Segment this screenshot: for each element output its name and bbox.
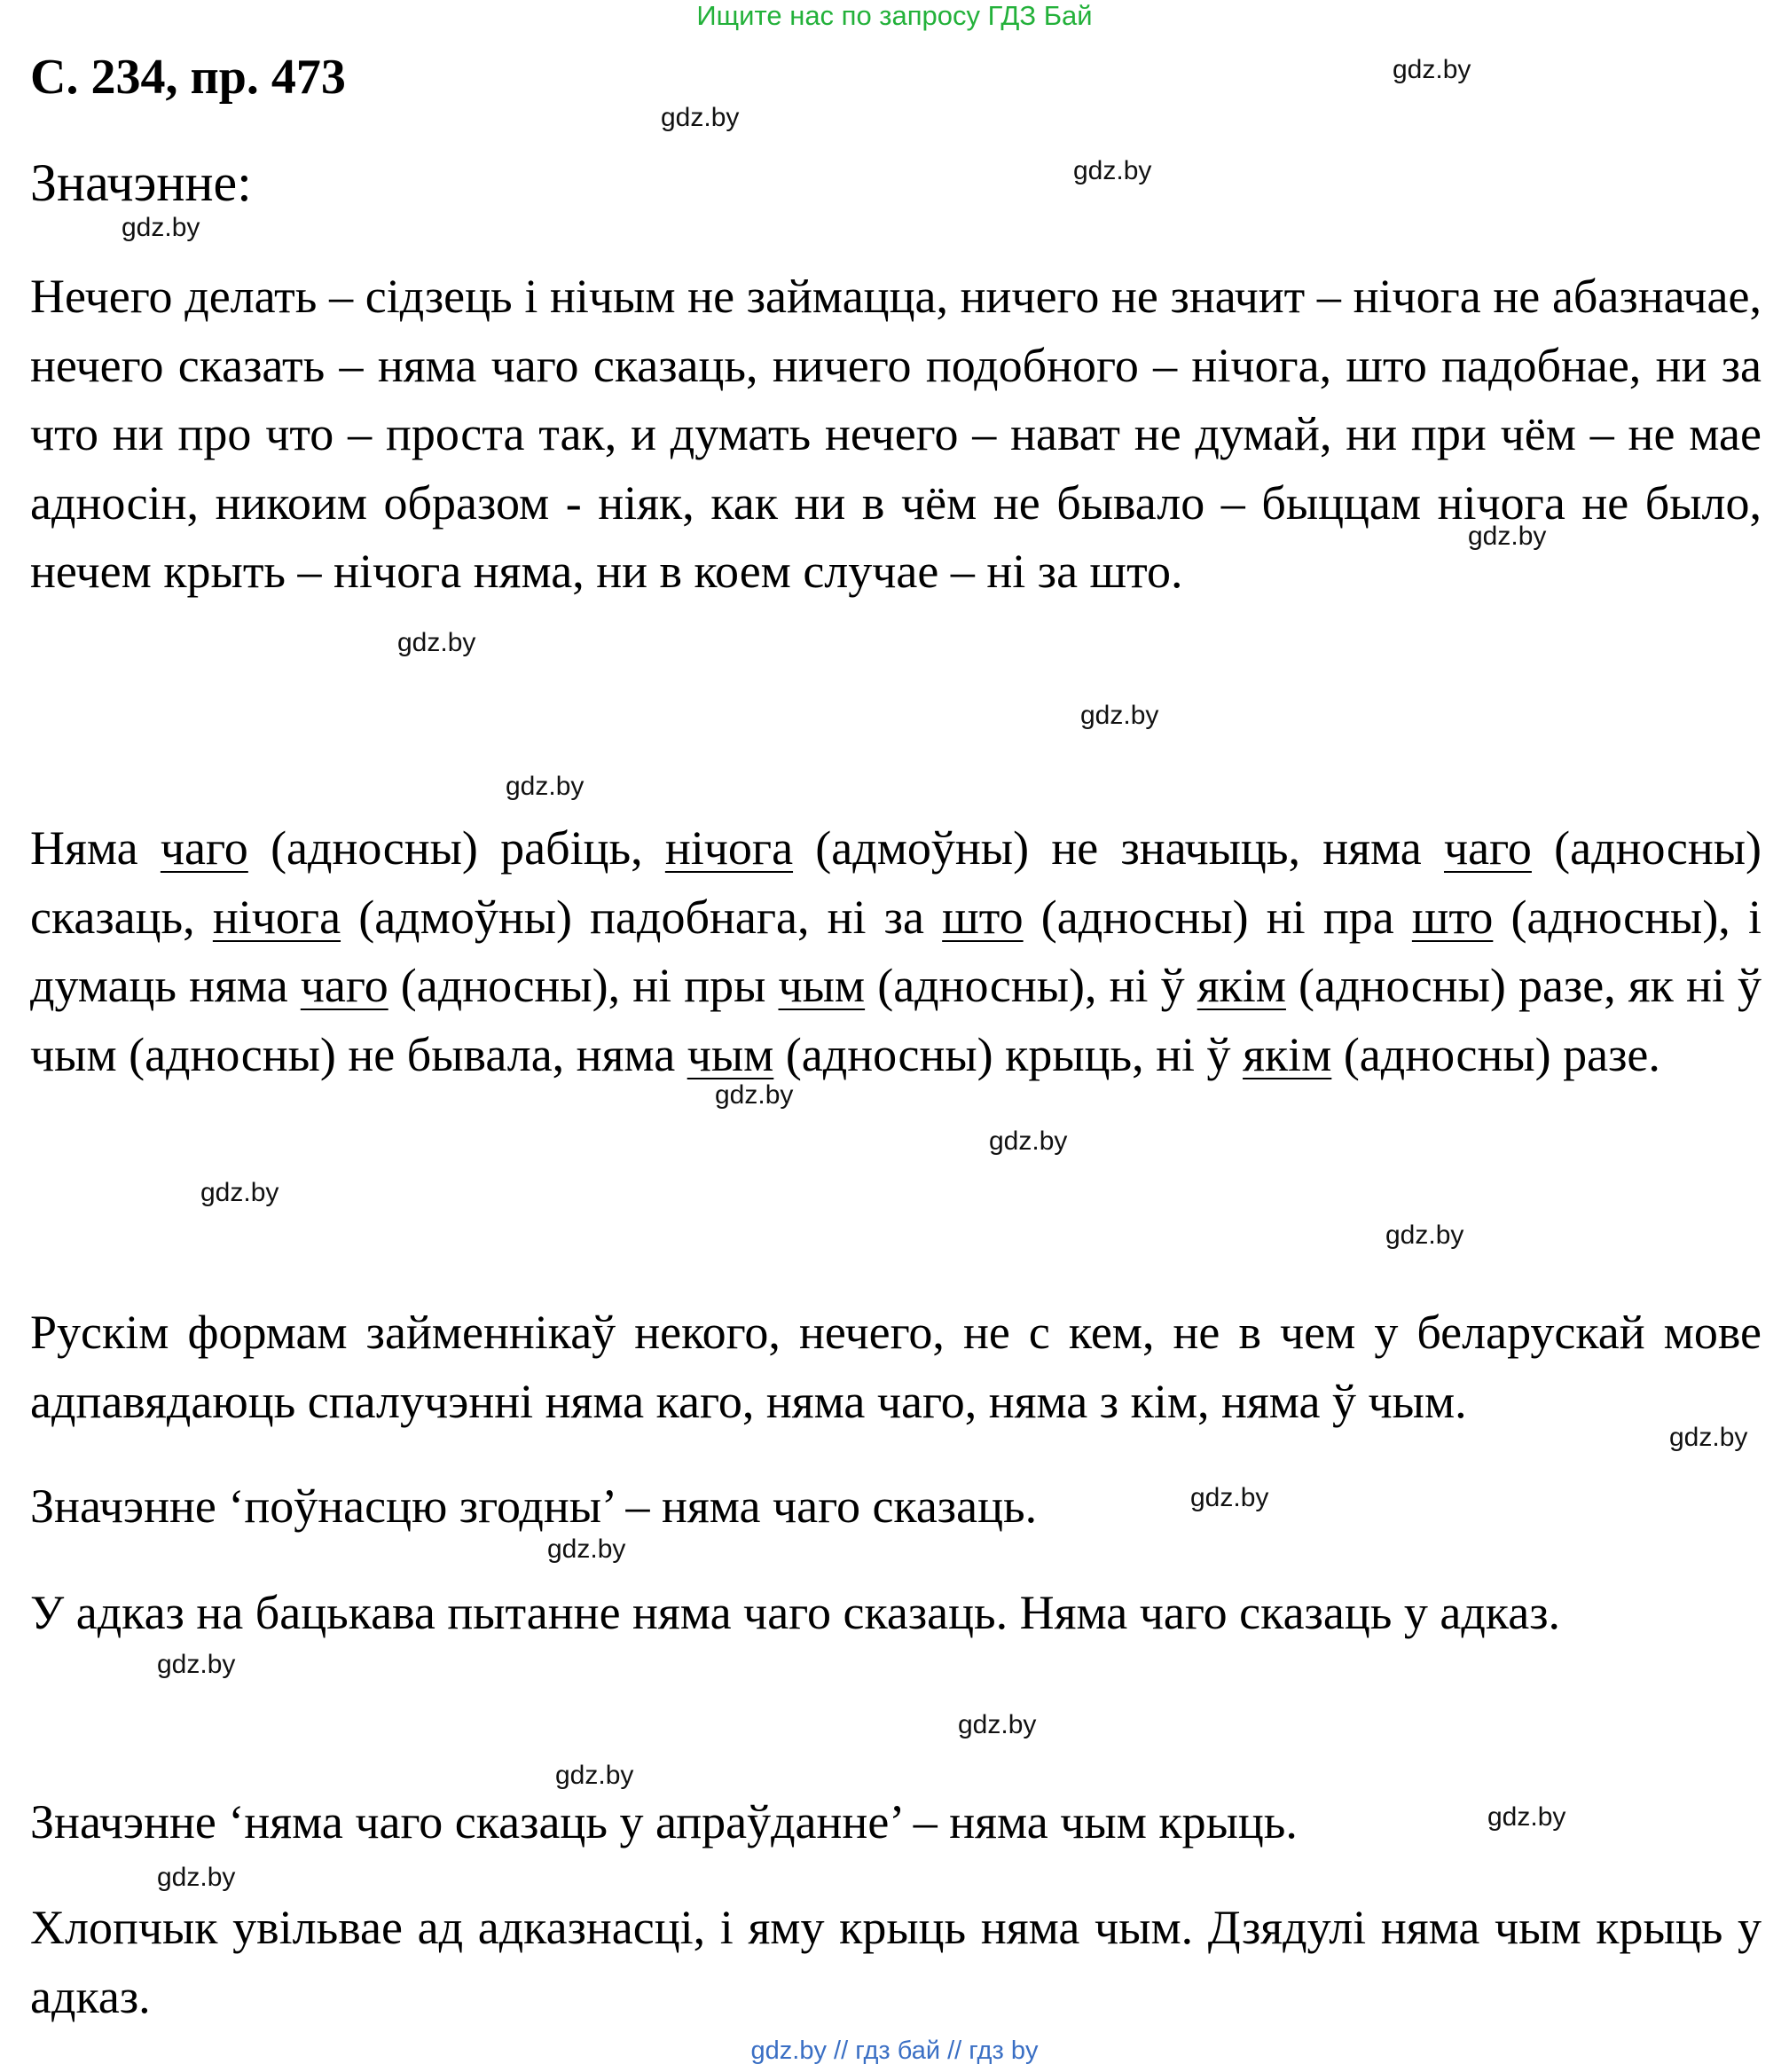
watermark: gdz.by	[157, 1863, 236, 1892]
top-banner[interactable]: Ищите нас по запросу ГДЗ Бай	[696, 0, 1093, 31]
meaning-heading: Значэнне:	[30, 153, 252, 212]
page-title: С. 234, пр. 473	[30, 50, 346, 105]
meaning-excuse-line: Значэнне ‘няма чаго сказаць у апраўданне’ – няма чым крыць.	[30, 1795, 1298, 1848]
watermark: gdz.by	[200, 1178, 279, 1207]
underlined-pronoun: чаго	[160, 821, 248, 875]
watermark: gdz.by	[989, 1126, 1068, 1156]
watermark: gdz.by	[1669, 1423, 1748, 1452]
watermark: gdz.by	[1468, 522, 1547, 551]
footer-links[interactable]: gdz.by // гдз бай // гдз by	[750, 2037, 1039, 2065]
watermark: gdz.by	[661, 103, 740, 132]
underlined-pronoun: чаго	[1443, 821, 1532, 875]
watermark: gdz.by	[555, 1761, 634, 1790]
watermark: gdz.by	[1487, 1802, 1566, 1832]
underlined-pronoun: якім	[1197, 959, 1286, 1012]
watermark: gdz.by	[1385, 1220, 1464, 1250]
underlined-pronoun: чым	[687, 1027, 774, 1081]
underlined-pronoun: што	[1411, 890, 1494, 944]
underlined-pronoun: нічога	[664, 821, 794, 875]
meaning-agree-line: Значэнне ‘поўнасцю згодны’ – няма чаго сказаць.	[30, 1479, 1038, 1533]
underlined-pronoun: якім	[1243, 1027, 1332, 1081]
watermark: gdz.by	[1190, 1483, 1269, 1512]
underlined-pronoun: што	[942, 890, 1024, 944]
watermark: gdz.by	[506, 772, 585, 801]
watermark: gdz.by	[547, 1534, 626, 1564]
paragraph-pronoun-types: Няма чаго (адносны) рабіць, нічога (адмоўны) не значыць, няма чаго (адносны) сказаць, нічога (адмоўны) падобнага, ні за што (адносны) ні пра што (адносны), і думаць няма чаго (адносны), ні пры чым (адносны), ні ў якім (адносны) разе, як ні ў чым (адносны) не бывала, няма чым (адносны) крыць, ні ў якім (адносны) разе.	[30, 821, 1762, 1081]
watermark: gdz.by	[1393, 55, 1471, 84]
example-sentence-2: Хлопчык увільвае ад адказнасці, і яму крыць няма чым. Дзядулі няма чым крыць у адказ.	[30, 1901, 1762, 2023]
watermark: gdz.by	[1073, 156, 1152, 185]
underlined-pronoun: чым	[778, 959, 866, 1012]
watermark: gdz.by	[122, 213, 200, 242]
underlined-pronoun: нічога	[212, 890, 341, 944]
underlined-pronoun: чаго	[300, 959, 388, 1012]
watermark: gdz.by	[715, 1080, 794, 1110]
watermark: gdz.by	[157, 1650, 236, 1679]
watermark: gdz.by	[958, 1710, 1037, 1739]
watermark: gdz.by	[1080, 701, 1159, 730]
watermark: gdz.by	[397, 628, 476, 657]
example-sentence-1: У адказ на бацькава пытанне няма чаго сказаць. Няма чаго сказаць у адказ.	[30, 1586, 1561, 1639]
paragraph-russian-forms: Рускім формам займеннікаў некого, нечего, не с кем, не в чем у беларускай мове адпавядаюць спалучэнні няма каго, няма чаго, няма з кім, няма ў чым.	[30, 1306, 1762, 1428]
paragraph-meanings: Нечего делать – сідзець і нічым не займацца, ничего не значит – нічога не абазначае, нечего сказать – няма чаго сказаць, ничего подобного – нічога, што падобнае, ни за что ни про что – проста так, и думать нечего – нават не думай, ни при чём – не мае адносін, никоим образом - ніяк, как ни в чём не бывало – быццам нічога не было, нечем крыть – нічога няма, ни в коем случае – ні за што.	[30, 270, 1762, 598]
